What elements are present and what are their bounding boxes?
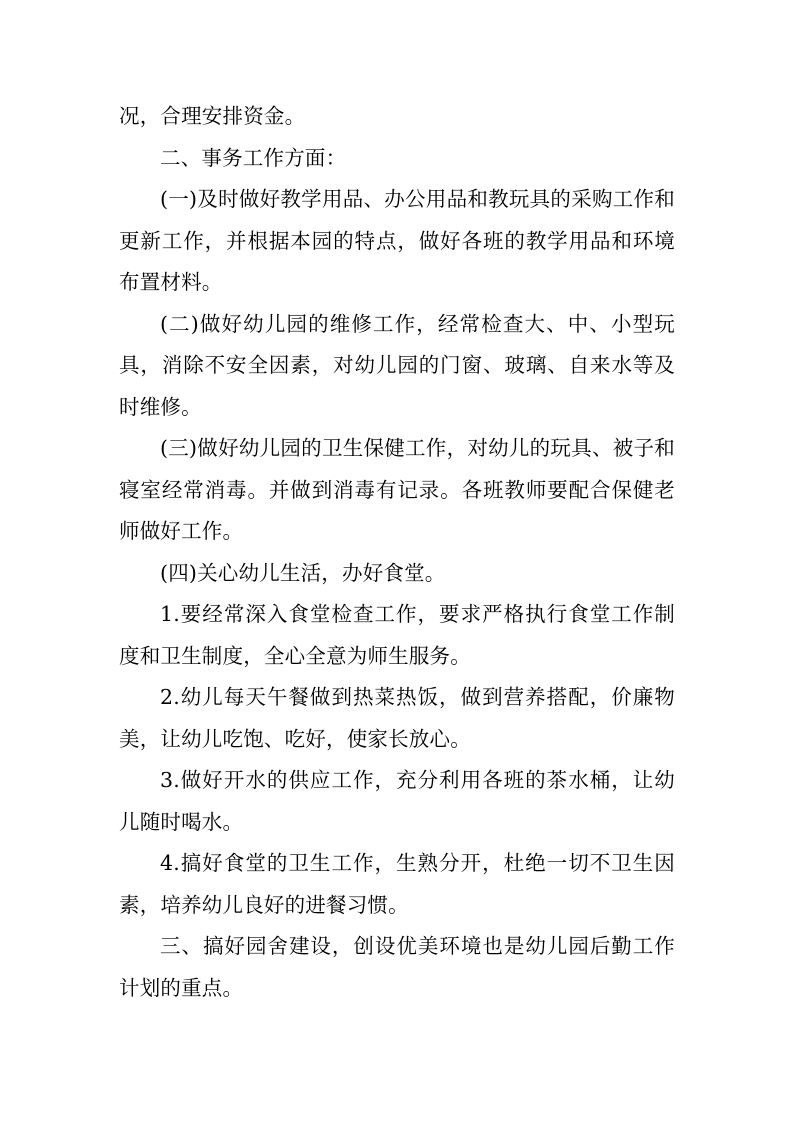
paragraph-item-3-hygiene: (三)做好幼儿园的卫生保健工作，对幼儿的玩具、被子和寝室经常消毒。并做到消毒有记录。各班教师要配合保健老师做好工作。 bbox=[119, 436, 675, 543]
paragraph-continuation: 况，合理安排资金。 bbox=[119, 104, 306, 128]
paragraph-item-2-maintenance: (二)做好幼儿园的维修工作，经常检查大、中、小型玩具，消除不安全因素，对幼儿园的门窗、玻璃、自来水等及时维修。 bbox=[119, 311, 675, 419]
section-heading-campus: 三、搞好园舍建设，创设优美环境也是幼儿园后勤工作计划的重点。 bbox=[119, 934, 675, 1000]
document-body bbox=[119, 96, 675, 1009]
section-heading-affairs: 二、事务工作方面： bbox=[160, 145, 347, 170]
paragraph-item-4-canteen: (四)关心幼儿生活，办好食堂。 bbox=[160, 560, 446, 585]
list-item-canteen-hygiene: 4.搞好食堂的卫生工作，生熟分开，杜绝一切不卫生因素，培养幼儿良好的进餐习惯。 bbox=[119, 851, 675, 917]
list-item-canteen-inspection: 1.要经常深入食堂检查工作，要求严格执行食堂工作制度和卫生制度，全心全意为师生服务。 bbox=[119, 602, 675, 668]
list-item-water-supply: 3.做好开水的供应工作，充分利用各班的茶水桶，让幼儿随时喝水。 bbox=[119, 768, 675, 834]
list-item-lunch: 2.幼儿每天午餐做到热菜热饭，做到营养搭配，价廉物美，让幼儿吃饱、吃好，使家长放心。 bbox=[119, 685, 675, 751]
paragraph-item-1-purchasing: (一)及时做好教学用品、办公用品和教玩具的采购工作和更新工作，并根据本园的特点，做好各班的教学用品和环境布置材料。 bbox=[119, 187, 675, 294]
